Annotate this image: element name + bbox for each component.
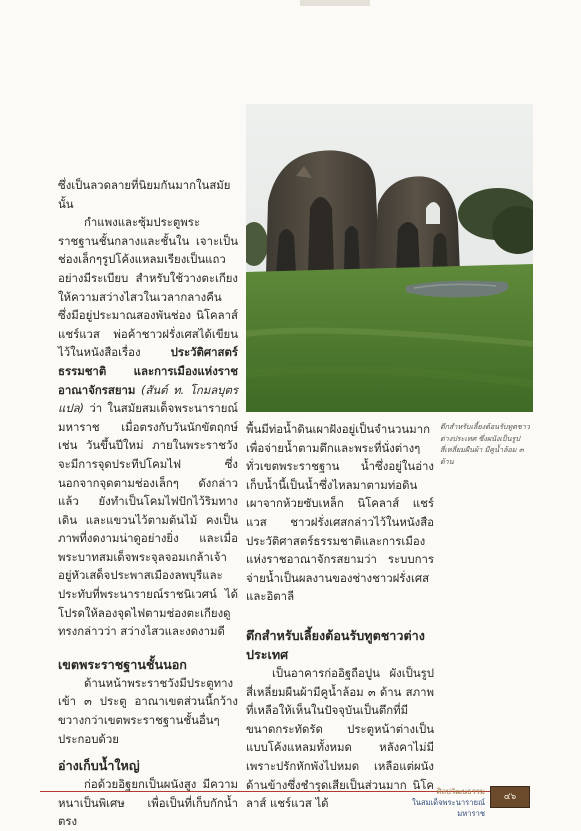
section-heading-outer-court: เขตพระราชฐานชั้นนอก xyxy=(58,656,187,672)
translator-credit: (สันต์ ท. โกมลบุตร แปล) xyxy=(58,382,239,416)
book-title: ประวัติศาสตร์ธรรมชาติ และการเมืองแห่งราชอาณาจักรสยาม xyxy=(58,345,238,397)
section-heading-reception-hall: ตึกสำหรับเลี้ยงต้อนรับทูตชาวต่างประเทศ xyxy=(246,627,425,662)
footer-brand-line2: ในสมเด็จพระนารายณ์มหาราช xyxy=(412,798,485,818)
paragraph-walls xyxy=(58,213,238,641)
page-number: ๔๖ xyxy=(490,786,530,808)
photo-caption: ตึกสำหรับเลี้ยงต้อนรับทูตชาวต่างประเทศ ซึ่งผนังเป็นรูปสี่เหลี่ยมผืนผ้า มีคูน้ำล้อม ๓ ด้าน xyxy=(440,422,530,466)
paragraph-opening: ซึ่งเป็นลวดลายที่นิยมกันมากในสมัยนั้น xyxy=(58,178,231,211)
header-strip xyxy=(300,0,370,6)
footer-brand xyxy=(385,786,485,818)
paragraph-reservoir: ก่อด้วยอิฐยกเป็นผนังสูง มีความหนาเป็นพิเศษ เพื่อเป็นที่เก็บกักน้ำ ตรง xyxy=(58,777,238,829)
paragraph-reception-hall: เป็นอาคารก่ออิฐถือปูน ผังเป็นรูปสี่เหลี่ยมผืนผ้ามีคูน้ำล้อม ๓ ด้าน สภาพที่เหลือให้เห็นในปัจจุบันเป็นตึกที่มีขนาดกระทัดรัด ประตูหน้าต่างเป็นแบบโค้งแหลมทั้งหมด หลังคาไม่มี เพราะปรักหักพังไปหมด เหลือแต่ผนังด้านข้างซึ่งชำรุดเสียเป็นส่วนมาก นิโคลาส์ แชร์แวส ได้ xyxy=(246,665,434,811)
section-heading-reservoir: อ่างเก็บน้ำใหญ่ xyxy=(58,758,140,774)
left-text-column xyxy=(58,176,238,831)
paragraph-walls-text: กำแพงและซุ้มประตูพระราชฐานชั้นกลางและชั้นใน เจาะเป็นช่องเล็กๆรูปโค้งแหลมเรียงเป็นแถวอย่างมีระเบียบ สำหรับใช้วางตะเกียงให้ความสว่างไสวในเวลากลางคืน ซึ่งมีอยู่ประมาณสองพันช่อง นิโคลาส์ แชร์แวส พ่อค้าชาวฝรั่งเศสได้เขียนไว้ในหนังสือเรื่อง xyxy=(58,215,238,360)
right-text-column xyxy=(246,420,434,813)
paragraph-walls-end: ว่า ในสมัยสมเด็จพระนารายณ์มหาราช เมื่อตรงกับวันนักขัตฤกษ์ เช่น วันขึ้นปีใหม่ ภายในพระราชวังจะมีการจุดประทีปโคมไฟ ซึ่งนอกจากจุดตามช่องเล็กๆ ดังกล่าวแล้ว ยังทำเป็นโคมไฟปักไว้ริมทางเดิน และแขวนไว้ตามต้นไม้ คงเป็นภาพที่งดงามน่าดูอย่างยิ่ง และเมื่อพระบาทสมเด็จพระจุลจอมเกล้าเจ้าอยู่หัวเสด็จประพาสเมืองลพบุรีและประทับที่พระนารายณ์ราชนิเวศน์ ได้โปรดให้ลองจุดไฟตามช่องตะเกียงดู ทรงกล่าวว่า สว่างไสวและงดงามดี xyxy=(58,401,238,639)
paragraph-water-pipes: พื้นมีท่อน้ำดินเผาฝังอยู่เป็นจำนวนมาก เพื่อจ่ายน้ำตามตึกและพระที่นั่งต่างๆ ทั่วเขตพระราชฐาน น้ำซึ่งอยู่ในอ่างเก็บน้ำนี้เป็นน้ำซึ่งไหลมาตามท่อดินเผาจากห้วยซับเหล็ก นิโคลาส์ แชร์แวส ชาวฝรั่งเศสกล่าวไว้ในหนังสือประวัติศาสตร์ธรรมชาติและการเมืองแห่งราชอาณาจักรสยามว่า ระบบการจ่ายน้ำเป็นผลงานของช่างชาวฝรั่งเศสและอิตาลี xyxy=(246,422,434,604)
footer-brand-line1: ศิลปวัฒนธรรม xyxy=(436,787,485,796)
paragraph-outer-court: ด้านหน้าพระราชวังมีประตูทางเข้า ๓ ประตู อาณาเขตส่วนนี้กว้างขวางกว่าเขตพระราชฐานชั้นอื่นๆ ประกอบด้วย xyxy=(58,675,238,746)
ruins-photo xyxy=(246,104,533,412)
